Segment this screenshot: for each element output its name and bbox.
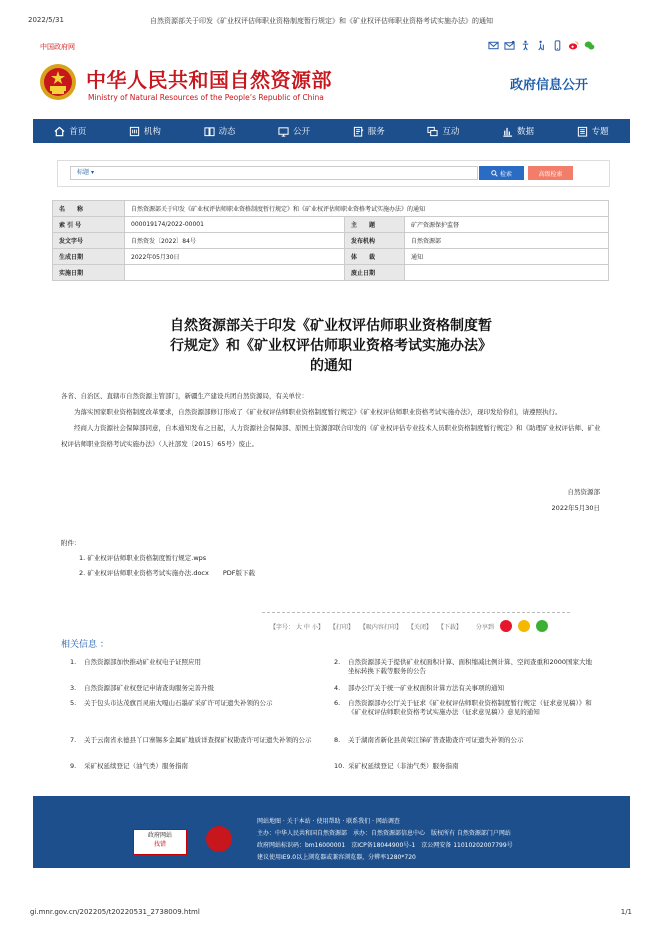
site-name-en: Ministry of Natural Resources of the People’s Republic of China [88,93,324,102]
article-title-line: 行规定》和《矿业权评估师职业资格考试实施办法》 [170,338,492,354]
meta-doc-value: 自然资发〔2022〕84号 [125,233,345,249]
related-info-title: 相关信息 ： [61,640,109,650]
meta-doc-label: 发文字号 [53,233,125,249]
national-emblem [38,62,78,102]
nav-open[interactable] [278,125,310,137]
meta-expire-value [405,265,609,281]
article-title-line: 的通知 [310,358,352,374]
org-icon [129,126,140,137]
print-page-number: 1/1 [620,908,632,916]
print-button[interactable]: 【打印】 [329,623,354,631]
logo-text: 政府网站 [147,832,172,839]
meta-genre-label: 体 裁 [345,249,405,265]
search-input[interactable] [70,166,478,180]
nav-label: 机构 [143,127,161,137]
meta-expire-label: 废止日期 [345,265,405,281]
qzone-share-icon[interactable] [518,620,530,632]
nav-service[interactable] [353,125,385,137]
close-button[interactable]: 【关闭】 [407,623,432,631]
nav-label: 数据 [517,127,535,137]
interact-icon [427,126,438,137]
footer-links[interactable]: 网站地图 · 关于本站 · 使用帮助 · 联系我们 · 网站调查 [257,818,400,825]
main-nav [33,119,630,143]
article-salutation: 各省、自治区、直辖市自然资源主管部门，新疆生产建设兵团自然资源局，有关单位： [61,392,308,400]
font-small-button[interactable]: 小】 [311,623,324,631]
font-mid-button[interactable]: 中 [303,623,310,631]
news-icon [204,126,215,137]
meta-name-label: 名 称 [53,201,125,217]
advanced-search-button[interactable]: 高级检索 [528,166,573,180]
site-name[interactable]: 中华人民共和国自然资源部 [86,68,332,92]
site-footer [33,796,630,868]
meta-org-value: 自然资源部 [405,233,609,249]
search-icon [491,170,498,177]
attachment-link[interactable]: 2. 矿业权评估师职业资格考试实施办法.docx [79,569,209,577]
nav-label: 公开 [293,127,311,137]
article-signature [552,484,600,516]
section-title[interactable]: 政府信息公开 [510,78,589,93]
sign-date: 2022年5月30日 [551,504,600,512]
nav-label: 互动 [442,127,460,137]
pdf-download-link[interactable]: PDF版下载 [222,569,256,577]
print-title: 自然资源部关于印发《矿业权评估师职业资格制度暂行规定》和《矿业权评估师职业资格考试实施办法》的通知 [150,17,493,25]
meta-index-value: 000019174/2022-00001 [125,217,345,233]
wechat-share-icon[interactable] [536,620,548,632]
nav-home[interactable] [54,125,86,137]
accessibility-icon[interactable] [520,40,531,51]
search-button[interactable] [479,166,524,180]
attachments-label: 附件： [61,539,81,547]
search-bar [57,160,610,187]
logo-text: 找错 [153,841,166,848]
footer-browser-note: 建议使用IE9.0以上浏览器或兼容浏览器，分辨率1280*720 [257,854,416,861]
nav-data[interactable] [502,125,534,137]
meta-subject-value: 矿产资源保护监督 [405,217,609,233]
mail2-icon[interactable] [504,40,515,51]
attachments [61,536,255,581]
open-icon [278,126,289,137]
print-date: 2022/5/31 [28,16,64,24]
footer-host: 主办：中华人民共和国自然资源部 承办：自然资源部信息中心 版权所有 自然资源部门户网站 [257,830,511,837]
weibo-share-icon[interactable] [500,620,512,632]
meta-index-label: 索 引 号 [53,217,125,233]
wechat-icon[interactable] [584,40,595,51]
signer: 自然资源部 [567,488,600,496]
meta-genre-value: 通知 [405,249,609,265]
download-button[interactable]: 【下载】 [437,623,462,631]
meta-impl-label: 实施日期 [53,265,125,281]
mail-icon[interactable] [488,40,499,51]
meta-date-value: 2022年05月30日 [125,249,345,265]
topic-icon [577,126,588,137]
meta-org-label: 发布机构 [345,233,405,249]
search-type-label[interactable]: 标题 [77,169,90,176]
meta-subject-label: 主 题 [345,217,405,233]
footer-text [257,816,513,864]
nav-topic[interactable] [577,125,609,137]
meta-name-value: 自然资源部关于印发《矿业权评估师职业资格制度暂行规定》和《矿业权评估师职业资格考试实施办法》的通知 [125,201,609,217]
divider [262,612,570,613]
data-icon [502,126,513,137]
meta-date-label: 生成日期 [53,249,125,265]
nav-org[interactable] [129,125,161,137]
document-meta-table [52,200,609,281]
chevron-down-icon[interactable]: ▾ [90,169,94,176]
error-report-logo[interactable] [133,829,187,855]
search-button-label: 检索 [499,170,512,178]
article-tools [270,620,548,632]
weibo-icon[interactable] [568,40,579,51]
elder-icon[interactable] [536,40,547,51]
party-emblem-logo[interactable] [206,826,232,852]
meta-impl-value [125,265,345,281]
attachment-link[interactable]: 1. 矿业权评估师职业资格制度暂行规定.wps [79,554,207,562]
top-icon-bar [488,40,595,51]
nav-news[interactable] [204,125,236,137]
article-body [61,388,601,452]
font-large-button[interactable]: 大 [295,623,302,631]
footer-icp: 政府网站标识码：bm16000001 京ICP备18044900号-1 京公网安备 11010202007799号 [257,842,513,849]
article-title [100,316,562,376]
article-title-line: 自然资源部关于印发《矿业权评估师职业资格制度暂 [170,318,492,334]
share-label: 分享到 [475,623,494,631]
nav-interact[interactable] [427,125,459,137]
article-paragraph: 为落实国家职业资格制度改革要求，自然资源部修订形成了《矿业权评估师职业资格制度暂行规定》《矿业权评估师职业资格考试实施办法》，现印发给你们，请遵照执行。 [74,408,562,416]
service-icon [353,126,364,137]
print-url: gi.mnr.gov.cn/202205/t20220531_2738009.html [30,908,200,916]
font-size-label: 【字号： [270,623,295,631]
article-paragraph: 经商人力资源社会保障部同意，自本通知发布之日起，人力资源社会保障部、原国土资源部联合印发的《矿业权评估专业技术人员职业资格制度暂行规定》和《助理矿业权评估师、矿业权评估师职业资格考试实施办法》（人社部发〔2015〕65号）废止。 [61,424,601,448]
mobile-icon[interactable] [552,40,563,51]
nav-label: 服务 [367,127,385,137]
print-content-button[interactable]: 【吸内容打印】 [359,623,402,631]
nav-label: 专题 [591,127,609,137]
home-icon [54,126,65,137]
gov-portal-link[interactable]: 中国政府网 [40,43,75,51]
nav-label: 动态 [218,127,236,137]
nav-label: 首页 [69,127,87,137]
print-header [0,16,662,28]
